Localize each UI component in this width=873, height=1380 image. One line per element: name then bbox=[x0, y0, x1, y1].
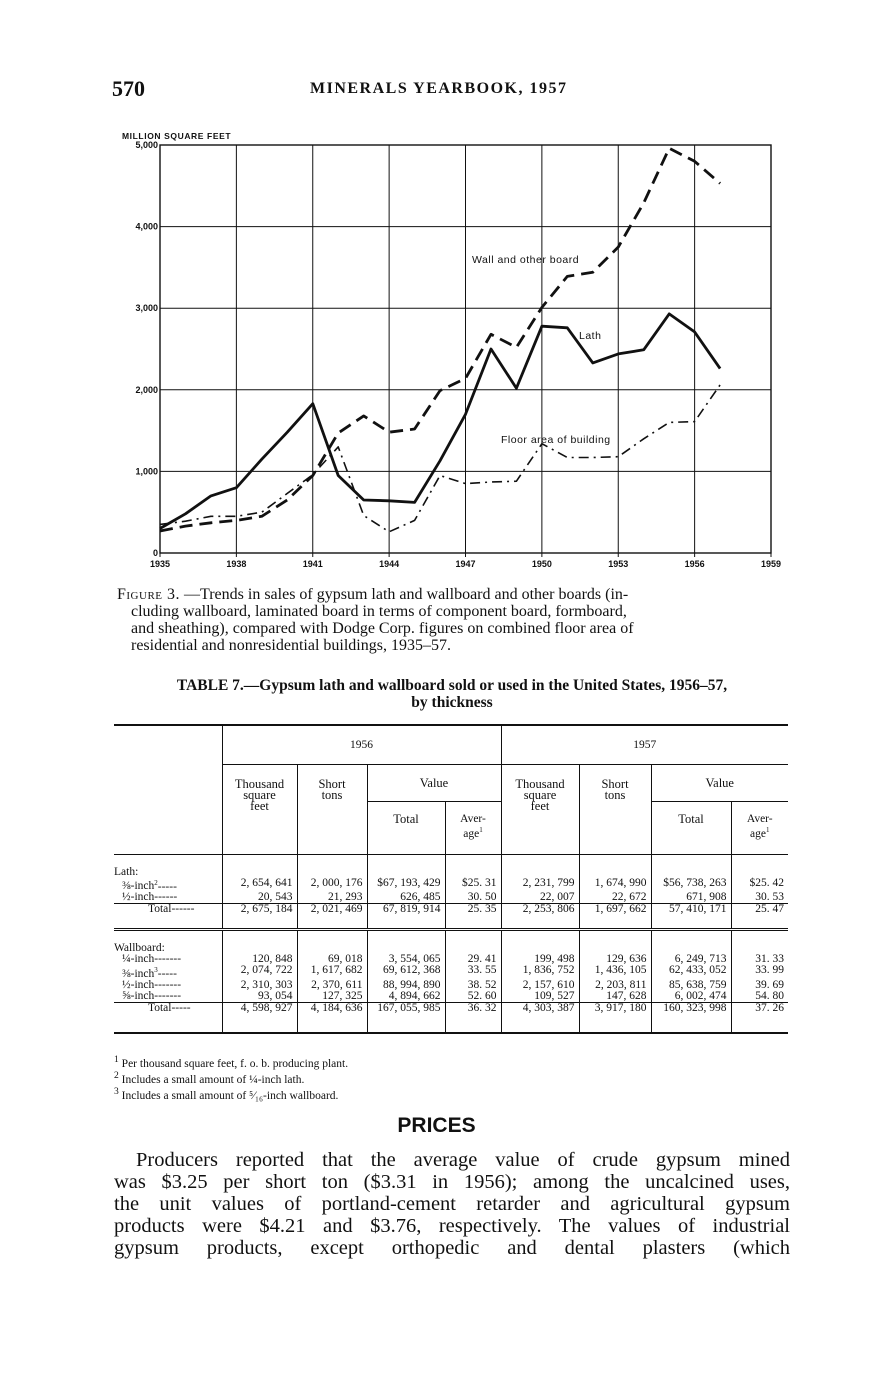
footnote-mark: 2 bbox=[114, 1069, 119, 1081]
table-cell: 2, 203, 811 bbox=[579, 980, 651, 991]
footnote-mark: 1 bbox=[114, 1054, 119, 1065]
caption-line: cluding wallboard, laminated board in terms of component board, formboard, bbox=[131, 603, 627, 620]
table-cell: 6, 002, 474 bbox=[651, 991, 731, 1003]
row-label: ½-inch bbox=[122, 979, 155, 992]
paragraph-line: the unit values of portland-cement retarder and agricultural gypsum bbox=[114, 1193, 790, 1215]
table-cell: 167, 055, 985 bbox=[367, 1003, 445, 1033]
col-header-text: age bbox=[463, 827, 480, 840]
group-label-lath: Lath: bbox=[114, 854, 222, 878]
figure-caption bbox=[117, 586, 789, 654]
table-cell: 30. 50 bbox=[445, 892, 501, 904]
table-cell: 21, 293 bbox=[297, 892, 367, 904]
table-cell: 2, 157, 610 bbox=[501, 980, 579, 991]
table-cell: 1, 697, 662 bbox=[579, 904, 651, 930]
table-cell: 3, 554, 065 bbox=[367, 954, 445, 965]
table-cell: 88, 994, 890 bbox=[367, 980, 445, 991]
figure-label: Figure 3. bbox=[117, 586, 181, 603]
group-label-wallboard: Wallboard: bbox=[114, 930, 222, 955]
row-label: ⅜-inch bbox=[122, 968, 155, 981]
footnote bbox=[114, 1054, 348, 1070]
table-cell: 1, 836, 752 bbox=[501, 965, 579, 980]
table-cell: $25. 42 bbox=[749, 876, 784, 889]
table-title bbox=[114, 677, 790, 711]
table-cell: 3, 917, 180 bbox=[579, 1003, 651, 1033]
row-label: Total bbox=[148, 1002, 172, 1015]
leader-dots: ----- bbox=[157, 968, 177, 981]
col-header-text: feet bbox=[250, 799, 269, 813]
body-paragraph bbox=[114, 1149, 790, 1259]
x-tick-label: 1938 bbox=[226, 559, 247, 569]
y-tick-label: 2,000 bbox=[135, 384, 158, 395]
table-cell: 1, 674, 990 bbox=[579, 878, 651, 893]
paragraph-line: was $3.25 per short ton ($3.31 in 1956); among the uncalcined uses, bbox=[114, 1171, 790, 1193]
table-cell: 52. 60 bbox=[445, 991, 501, 1003]
table-cell: 1, 617, 682 bbox=[297, 965, 367, 980]
row-label: ⅝-inch bbox=[122, 990, 155, 1003]
col-header-text: feet bbox=[530, 799, 550, 813]
series-label-lath: Lath bbox=[579, 330, 602, 342]
table-cell: 671, 908 bbox=[651, 892, 731, 904]
leader-dots: ------ bbox=[171, 903, 195, 916]
paragraph-line: gypsum products, except orthopedic and dental plasters (which bbox=[114, 1237, 790, 1259]
table-cell: 37. 26 bbox=[755, 1002, 784, 1015]
col-header-text: Thousand bbox=[515, 777, 565, 791]
caption-line: and sheathing), compared with Dodge Corp. figures on combined floor area of bbox=[131, 620, 634, 637]
table-title-line: TABLE 7.—Gypsum lath and wallboard sold or used in the United States, 1956–57, bbox=[176, 677, 728, 694]
col-header-text: Aver- bbox=[746, 813, 773, 825]
table-cell: 2, 231, 799 bbox=[501, 878, 579, 893]
footnote-mark: 1 bbox=[765, 826, 770, 834]
y-tick-label: 4,000 bbox=[135, 221, 158, 232]
row-label: ¼-inch bbox=[122, 953, 155, 966]
chart-grid bbox=[160, 145, 771, 557]
series-label-wallboard: Wall and other board bbox=[472, 254, 580, 266]
table-cell: 4, 598, 927 bbox=[222, 1003, 297, 1033]
x-tick-label: 1941 bbox=[302, 559, 323, 569]
footnote bbox=[114, 1070, 348, 1086]
table-cell: 109, 527 bbox=[501, 991, 579, 1003]
x-tick-label: 1953 bbox=[608, 559, 629, 569]
table-cell: 6, 249, 713 bbox=[651, 954, 731, 965]
table-cell: 30. 53 bbox=[755, 891, 784, 904]
leader-dots: ------ bbox=[154, 891, 178, 904]
col-header-text: Aver- bbox=[460, 813, 486, 825]
trend-chart bbox=[0, 0, 873, 580]
table-cell: 2, 074, 722 bbox=[222, 965, 297, 980]
footnote bbox=[114, 1086, 348, 1102]
section-heading: PRICES bbox=[397, 1114, 476, 1137]
x-tick-label: 1956 bbox=[684, 559, 705, 569]
table-row bbox=[114, 892, 788, 904]
page-number: 570 bbox=[112, 76, 145, 101]
x-tick-label: 1935 bbox=[149, 559, 171, 569]
table-row-total bbox=[114, 1003, 788, 1033]
leader-dots: ----- bbox=[157, 880, 177, 893]
table-row bbox=[114, 991, 788, 1003]
footnote-mark: 3 bbox=[154, 966, 158, 975]
row-label: Total bbox=[148, 903, 172, 916]
table-cell: 626, 485 bbox=[367, 892, 445, 904]
leader-dots: ------- bbox=[154, 979, 182, 992]
table-cell: 25. 47 bbox=[755, 903, 784, 916]
table-row bbox=[114, 965, 788, 980]
table-cell: 2, 021, 469 bbox=[297, 904, 367, 930]
x-tick-label: 1959 bbox=[760, 559, 782, 569]
table-cell: $56, 738, 263 bbox=[651, 878, 731, 893]
table-cell: 93, 054 bbox=[222, 991, 297, 1003]
table-cell: 160, 323, 998 bbox=[651, 1003, 731, 1033]
chart-series bbox=[160, 148, 720, 532]
footnote-text: Includes a small amount of ¼-inch lath. bbox=[121, 1073, 305, 1086]
x-tick-label: 1947 bbox=[455, 559, 476, 569]
table-row-total bbox=[114, 904, 788, 930]
y-tick-label: 1,000 bbox=[135, 466, 158, 477]
table-cell: 2, 253, 806 bbox=[501, 904, 579, 930]
col-header-text: Short bbox=[601, 777, 629, 791]
leader-dots: ----- bbox=[171, 1002, 191, 1015]
x-tick-label: 1950 bbox=[531, 559, 552, 569]
table-cell: 147, 628 bbox=[579, 991, 651, 1003]
col-header-text: Total bbox=[393, 812, 419, 826]
table-cell: 31. 33 bbox=[755, 953, 784, 966]
running-title: MINERALS YEARBOOK, 1957 bbox=[310, 80, 568, 97]
footnote-text: Per thousand square feet, f. o. b. producing plant. bbox=[121, 1057, 349, 1070]
table-cell: 199, 498 bbox=[501, 954, 579, 965]
table-cell: 36. 32 bbox=[445, 1003, 501, 1033]
col-header-text: square bbox=[243, 788, 276, 802]
table-cell: 67, 819, 914 bbox=[367, 904, 445, 930]
table-cell: 2, 675, 184 bbox=[222, 904, 297, 930]
table-cell: 69, 612, 368 bbox=[367, 965, 445, 980]
value-header: Value bbox=[367, 765, 501, 802]
table-cell: 1, 436, 105 bbox=[579, 965, 651, 980]
x-tick-label: 1944 bbox=[379, 559, 400, 569]
table-cell: 38. 52 bbox=[445, 980, 501, 991]
table-cell: 2, 310, 303 bbox=[222, 980, 297, 991]
paragraph-line: products were $4.21 and $3.76, respectively. The values of industrial bbox=[114, 1215, 790, 1237]
table-cell: 4, 303, 387 bbox=[501, 1003, 579, 1033]
row-label: ⅜-inch bbox=[122, 880, 155, 893]
table-cell: 22, 007 bbox=[501, 892, 579, 904]
row-label: ½-inch bbox=[122, 891, 155, 904]
footnote-mark: 3 bbox=[114, 1085, 119, 1097]
table-cell: 2, 654, 641 bbox=[222, 878, 297, 893]
year-header: 1956 bbox=[222, 725, 501, 765]
y-axis-label: MILLION SQUARE FEET bbox=[122, 131, 232, 141]
leader-dots: ------- bbox=[154, 953, 182, 966]
table-cell: 39. 69 bbox=[755, 979, 784, 992]
table-cell: 62, 433, 052 bbox=[651, 965, 731, 980]
caption-line: —Trends in sales of gypsum lath and wallboard and other boards (in- bbox=[184, 586, 629, 603]
table-title-line: by thickness bbox=[411, 694, 493, 711]
chart-labels bbox=[135, 140, 781, 569]
table-cell: 57, 410, 171 bbox=[651, 904, 731, 930]
leader-dots: ------- bbox=[154, 990, 182, 1003]
y-tick-label: 0 bbox=[152, 548, 158, 558]
table-cell: 4, 894, 662 bbox=[367, 991, 445, 1003]
col-header-text: Thousand bbox=[234, 777, 285, 791]
col-header-text: tons bbox=[604, 788, 626, 802]
table-cell: 22, 672 bbox=[579, 892, 651, 904]
table-cell: 69, 018 bbox=[297, 954, 367, 965]
table-cell: 4, 184, 636 bbox=[297, 1003, 367, 1033]
table-cell: 85, 638, 759 bbox=[651, 980, 731, 991]
caption-line: residential and nonresidential buildings, 1935–57. bbox=[131, 637, 451, 654]
value-header: Value bbox=[651, 765, 788, 802]
table-cell: 29. 41 bbox=[445, 954, 501, 965]
col-header-text: tons bbox=[321, 788, 343, 802]
footnote-text: Includes a small amount of ⁵⁄₁₆-inch wallboard. bbox=[121, 1089, 339, 1102]
series-line-wall-and-other-board bbox=[160, 148, 720, 531]
paragraph-line: Producers reported that the average value of crude gypsum mined bbox=[136, 1149, 790, 1171]
y-tick-label: 3,000 bbox=[135, 303, 158, 314]
table-row bbox=[114, 878, 788, 893]
table-cell: 54. 80 bbox=[755, 990, 784, 1003]
table-cell: $25. 31 bbox=[445, 878, 501, 893]
footnote-mark: 1 bbox=[479, 826, 483, 834]
table-cell: 33. 55 bbox=[445, 965, 501, 980]
table-cell: 25. 35 bbox=[445, 904, 501, 930]
table-cell: $67, 193, 429 bbox=[367, 878, 445, 893]
table-cell: 20, 543 bbox=[222, 892, 297, 904]
table-cell: 127, 325 bbox=[297, 991, 367, 1003]
series-label-floor-area: Floor area of building bbox=[501, 434, 611, 446]
table-footnotes bbox=[114, 1054, 348, 1101]
col-header-text: square bbox=[523, 788, 557, 802]
y-tick-label: 5,000 bbox=[135, 140, 158, 150]
data-table bbox=[114, 724, 788, 1034]
table-cell: 33. 99 bbox=[755, 964, 784, 977]
col-header-text: age bbox=[750, 827, 766, 840]
year-header: 1957 bbox=[501, 725, 788, 765]
table-cell: 2, 000, 176 bbox=[297, 878, 367, 893]
series-line-lath bbox=[160, 314, 720, 529]
table-cell: 129, 636 bbox=[579, 954, 651, 965]
table-cell: 2, 370, 611 bbox=[297, 980, 367, 991]
col-header-text: Short bbox=[318, 777, 346, 791]
table-cell: 120, 848 bbox=[222, 954, 297, 965]
footnote-mark: 2 bbox=[154, 878, 158, 887]
col-header-text: Total bbox=[678, 812, 704, 826]
